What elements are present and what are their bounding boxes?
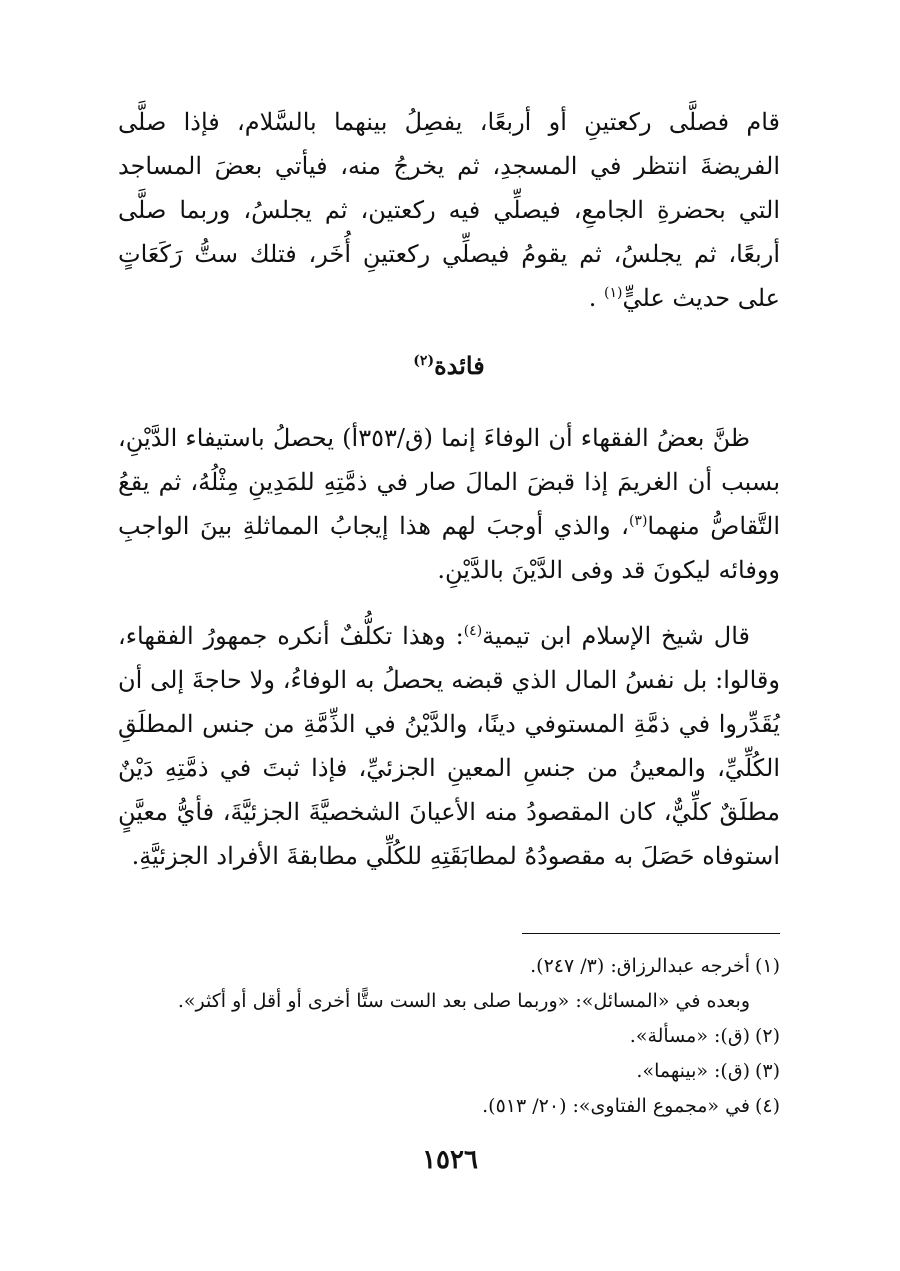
footnote-number: (٣)	[754, 1060, 780, 1082]
footnote-3	[118, 1057, 780, 1086]
footnote-number: (٢)	[754, 1025, 780, 1047]
footnote-text: أخرجه عبدالرزاق: (٣/ ٢٤٧).	[530, 955, 750, 977]
paragraph-1-end: .	[588, 284, 597, 312]
paragraph-3	[118, 614, 780, 878]
paragraph-1-text: قام فصلَّى ركعتينِ أو أربعًا، يفصِلُ بينهما بالسَّلام، فإذا صلَّى الفريضةَ انتظر في المسجدِ، ثم يخرجُ منه، فيأتي بعضَ المساجد التي بحضرةِ الجامعِ، فيصلِّي فيه ركعتين، ثم يجلسُ، وربما صلَّى أربعًا، ثم يجلسُ، ثم يقومُ فيصلِّي ركعتينِ أُخَر، فتلك ستُّ رَكَعَاتٍ على حديث عليٍّ	[118, 108, 780, 312]
paragraph-2	[118, 416, 780, 592]
paragraph-2-text: ظنَّ بعضُ الفقهاء أن الوفاءَ إنما (ق/٣٥٣أ) يحصلُ باستيفاء الدَّيْنِ، بسبب أن الغريمَ إذا قبضَ المالَ صار في ذمَّتِهِ للمَدِينِ مِثْلُهُ، ثم يقعُ التَّقاصُّ منهما	[118, 424, 780, 540]
paragraph-1	[118, 100, 780, 320]
footnote-ref-2[interactable]: (٢)	[413, 353, 435, 369]
paragraph-2-end: ، والذي أوجبَ لهم هذا إيجابُ المماثلةِ بينَ الواجبِ ووفائه ليكونَ قد وفى الدَّيْنَ بالدَّيْنِ.	[118, 512, 780, 584]
footnote-text: (ق): «مسألة».	[629, 1025, 750, 1047]
paragraph-3-text: : وهذا تكلُّفٌ أنكره جمهورُ الفقهاء، وقالوا: بل نفسُ المال الذي قبضه يحصلُ به الوفاءُ، ولا حاجةَ إلى أن يُقَدِّروا في ذمَّةِ المستوفي دينًا، والدَّيْنُ في الذِّمَّةِ من جنس المطلَقِ الكُلِّيِّ، والمعينُ من جنسِ المعينِ الجزئيِّ، فإذا ثبتَ في ذمَّتِهِ دَيْنٌ مطلَقٌ كلِّيٌّ، كان المقصودُ منه الأعيانَ الشخصيَّةَ الجزئيَّةَ، فأيُّ معيَّنٍ استوفاه حَصَلَ به مقصودُهُ لمطابَقَتِهِ للكُلِّي مطابقةَ الأفراد الجزئيَّةِ.	[118, 622, 780, 870]
footnote-ref-1[interactable]: (١)	[604, 285, 623, 301]
footnote-1-continuation	[118, 987, 780, 1016]
section-heading-text: فائدة	[434, 351, 485, 380]
footnote-1	[118, 952, 780, 981]
page-body	[118, 100, 780, 878]
footnote-divider	[522, 933, 780, 934]
paragraph-3-start: قال شيخ الإسلام ابن تيمية	[482, 622, 751, 650]
section-heading	[118, 346, 780, 386]
footnote-ref-3[interactable]: (٣)	[628, 513, 648, 529]
footnote-number: (١)	[754, 955, 780, 977]
footnote-ref-4[interactable]: (٤)	[463, 623, 483, 639]
footnotes	[118, 952, 780, 1127]
footnote-text: في «مجموع الفتاوى»: (٢٠/ ٥١٣).	[482, 1095, 750, 1117]
page-number: ١٥٢٦	[422, 1145, 478, 1175]
footnote-text: وبعده في «المسائل»: «وربما صلى بعد الست ستًّا أخرى أو أقل أو أكثر».	[177, 990, 750, 1012]
footnote-2	[118, 1022, 780, 1051]
footnote-number: (٤)	[754, 1095, 780, 1117]
footnote-4	[118, 1092, 780, 1121]
footnote-text: (ق): «بينهما».	[636, 1060, 750, 1082]
